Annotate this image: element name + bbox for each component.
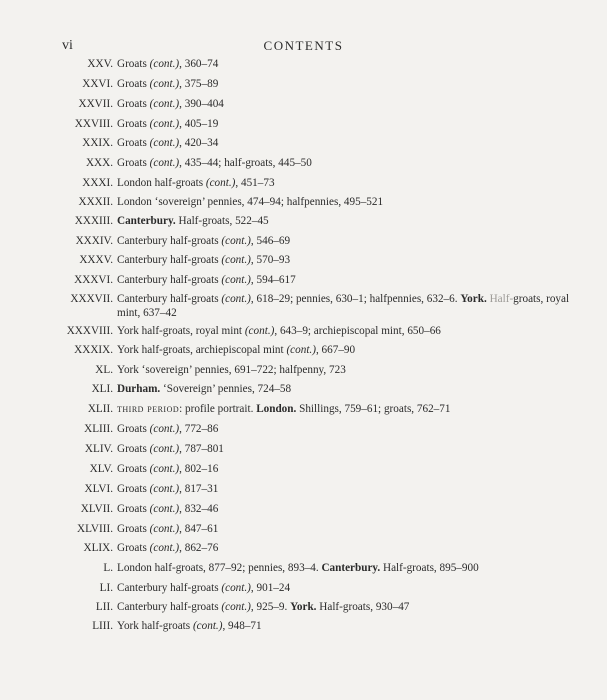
entry-text-part: Groats [117,98,150,110]
entry-text-part: , 435–44; half-groats, 445–50 [179,157,312,169]
entry-text-part: (cont.) [149,98,180,110]
contents-entry [0,403,592,417]
entry-text-part: (cont.) [149,137,180,149]
entry-description [117,58,592,72]
contents-entry [0,423,592,437]
entry-text-part: (cont.) [221,274,251,286]
entry-description [117,274,592,288]
page-title: CONTENTS [263,38,344,53]
entry-plate-number: XLIII. [84,423,113,435]
entry-text-part: Half-groats, 895–900 [380,562,479,574]
entry-plate-number: XXVII. [78,98,113,110]
entry-description [117,325,592,339]
entry-text-part: Canterbury half-groats [117,254,222,266]
entry-text-part: , 618–29; pennies, 630–1; halfpennies, 632–6. [250,293,461,305]
entry-text-part: Groats [117,58,150,70]
entry-text-part: , 643–9; archiepiscopal mint, 650–66 [274,325,441,337]
entry-description [117,196,592,210]
entry-text-part: Canterbury half-groats [117,274,222,286]
entry-text-part: (cont.) [192,620,223,632]
entry-description [117,620,592,634]
entry-description [117,364,592,378]
entry-text-part: Groats [117,483,150,495]
entry-text-part: (cont.) [149,78,180,90]
entry-plate-number: XXVIII. [74,118,113,130]
entry-plate-number: XXXVIII. [66,325,113,337]
entry-plate-number: XXX. [85,157,113,169]
page-number: vi [62,38,73,53]
entry-description [117,403,592,417]
entry-text-part: Groats [117,137,150,149]
entry-text-part: , 862–76 [179,542,219,554]
entry-text-part: , 787–801 [179,443,224,455]
page-header [0,36,607,56]
entry-description [117,177,592,191]
entry-text-part: , 390–404 [179,98,224,110]
entry-plate-number: XLII. [87,403,113,415]
entry-plate-number: XXV. [87,58,113,70]
entry-description [117,503,592,517]
entry-plate-number: XXXIV. [75,235,113,247]
entry-text-part: (cont.) [149,463,180,475]
contents-entry [0,235,592,249]
contents-entry [0,503,592,517]
entry-text-part: London half-groats, 877–92; pennies, 893–4. [117,562,322,574]
entry-text-part: (cont.) [149,118,180,130]
entry-plate-number: XXXI. [82,177,113,189]
contents-entry [0,98,592,112]
entry-text-part: York half-groats, archiepiscopal mint [117,344,287,356]
entry-text-part: : profile portrait. [179,403,257,415]
entry-text-part: , 360–74 [179,58,219,70]
entry-text-part: (cont.) [149,157,180,169]
contents-entry [0,562,592,576]
entry-description [117,215,592,229]
entry-text-part: Groats [117,443,150,455]
contents-entry [0,293,592,320]
entry-description [117,78,592,92]
entry-plate-number: XXXIII. [74,215,113,227]
entry-text-part: , 451–73 [235,177,275,189]
entry-text-part: , 375–89 [179,78,219,90]
contents-entry [0,254,592,268]
entry-description [117,137,592,151]
entry-description [117,562,592,576]
entry-description [117,157,592,171]
entry-text-part: Groats [117,523,150,535]
contents-entry [0,157,592,171]
entry-text-part: (cont.) [221,582,251,594]
entry-text-part: York. [460,293,487,305]
entry-text-part: , 847–61 [179,523,219,535]
entry-text-part: Canterbury half-groats [117,293,222,305]
entry-plate-number: XXXIX. [74,344,113,356]
entry-description [117,118,592,132]
entry-text-part: York. [290,601,317,613]
entry-text-part: (cont.) [205,177,236,189]
entry-plate-number: XXXII. [78,196,113,208]
contents-entry [0,118,592,132]
entry-description [117,293,592,320]
entry-text-part: (cont.) [221,601,251,613]
entry-description [117,542,592,556]
entry-text-part: , 925–9. [250,601,291,613]
entry-text-part: Canterbury half-groats [117,235,222,247]
contents-entry [0,177,592,191]
entry-plate-number: L. [103,562,113,574]
entry-plate-number: XXXVII. [70,293,113,305]
entry-text-part: Half-groats, 522–45 [175,215,269,227]
entry-text-part: Groats [117,157,150,169]
entry-text-part: Groats [117,503,150,515]
entry-plate-number: XXIX. [82,137,113,149]
contents-entry [0,325,592,339]
entry-text-part: , 420–34 [179,137,219,149]
entry-description [117,582,592,596]
entry-text-part: Half- [486,293,514,305]
entry-text-part: ‘Sovereign’ pennies, 724–58 [160,383,292,395]
entry-plate-number: XLV. [89,463,113,475]
entry-text-part: (cont.) [149,443,180,455]
entry-description [117,423,592,437]
contents-entry [0,78,592,92]
entry-text-part: Shillings, 759–61; groats, 762–71 [296,403,451,415]
entry-text-part: , 901–24 [250,582,291,594]
entry-text-part: Canterbury half-groats [117,601,222,613]
entry-text-part: (cont.) [149,483,180,495]
contents-entry [0,344,592,358]
entry-description [117,98,592,112]
entry-text-part: York ‘sovereign’ pennies, 691–722; halfpenny, 723 [117,364,346,376]
entry-plate-number: XLIX. [83,542,113,554]
entry-text-part: Half-groats, 930–47 [316,601,410,613]
entry-text-part: , 546–69 [250,235,291,247]
entry-text-part: Groats [117,423,150,435]
entry-plate-number: LI. [99,582,113,594]
entry-description [117,601,592,615]
entry-text-part: (cont.) [149,503,180,515]
entry-plate-number: XLVIII. [77,523,113,535]
entry-text-part: Durham. [117,383,161,395]
entry-text-part: , 570–93 [250,254,291,266]
contents-entry [0,443,592,457]
entry-description [117,254,592,268]
entry-plate-number: XXXVI. [74,274,113,286]
entry-text-part: Groats [117,78,150,90]
contents-entry [0,601,592,615]
contents-entry [0,620,592,634]
entry-text-part: Canterbury. [321,562,381,574]
entry-text-part: London. [256,403,297,415]
entry-plate-number: LIII. [92,620,113,632]
entry-text-part: Canterbury half-groats [117,582,222,594]
entry-plate-number: XXVI. [82,78,113,90]
entry-plate-number: XLIV. [84,443,113,455]
entry-text-part: (cont.) [149,542,180,554]
contents-entry [0,582,592,596]
entry-description [117,483,592,497]
contents-entry [0,196,592,210]
entry-description [117,383,592,397]
contents-entry [0,215,592,229]
contents-entry [0,483,592,497]
entry-text-part: (cont.) [149,423,180,435]
entry-text-part: , 948–71 [222,620,262,632]
entry-text-part: York half-groats [117,620,193,632]
entry-text-part: Groats [117,118,150,130]
entry-plate-number: LII. [95,601,113,613]
contents-entry [0,274,592,288]
contents-entry [0,542,592,556]
entry-text-part: , 405–19 [179,118,219,130]
entry-text-part: London half-groats [117,177,206,189]
entry-text-part: Groats [117,542,150,554]
entry-text-part: (cont.) [149,58,180,70]
entry-text-part: , 667–90 [315,344,356,356]
entry-text-part: (cont.) [221,235,251,247]
entry-plate-number: XXXV. [79,254,113,266]
entry-description [117,523,592,537]
entry-text-part: , 832–46 [179,503,219,515]
entry-description [117,344,592,358]
contents-entry [0,383,592,397]
entry-description [117,443,592,457]
entry-text-part: groats, royal mint, 637–42 [117,293,570,319]
entry-text-part: , 772–86 [179,423,219,435]
entry-description [117,235,592,249]
contents-entry [0,523,592,537]
entry-plate-number: XL. [95,364,113,376]
contents-entry [0,137,592,151]
entry-plate-number: XLI. [91,383,113,395]
entry-text-part: Groats [117,463,150,475]
entry-text-part: (cont.) [149,523,180,535]
entry-text-part: , 802–16 [179,463,219,475]
entry-text-part: , 594–617 [250,274,296,286]
contents-entry [0,364,592,378]
entry-plate-number: XLVII. [80,503,113,515]
entry-plate-number: XLVI. [84,483,113,495]
contents-entry [0,58,592,72]
entry-text-part: York half-groats, royal mint [117,325,245,337]
entry-text-part: (cont.) [244,325,275,337]
entry-text-part: (cont.) [286,344,316,356]
entry-description [117,463,592,477]
entry-text-part: third period [117,403,180,415]
entry-text-part: (cont.) [221,254,251,266]
contents-entry [0,463,592,477]
entry-text-part: London ‘sovereign’ pennies, 474–94; halfpennies, 495–521 [117,196,384,208]
entry-text-part: (cont.) [221,293,251,305]
entry-text-part: Canterbury. [117,215,176,227]
entry-text-part: , 817–31 [179,483,219,495]
